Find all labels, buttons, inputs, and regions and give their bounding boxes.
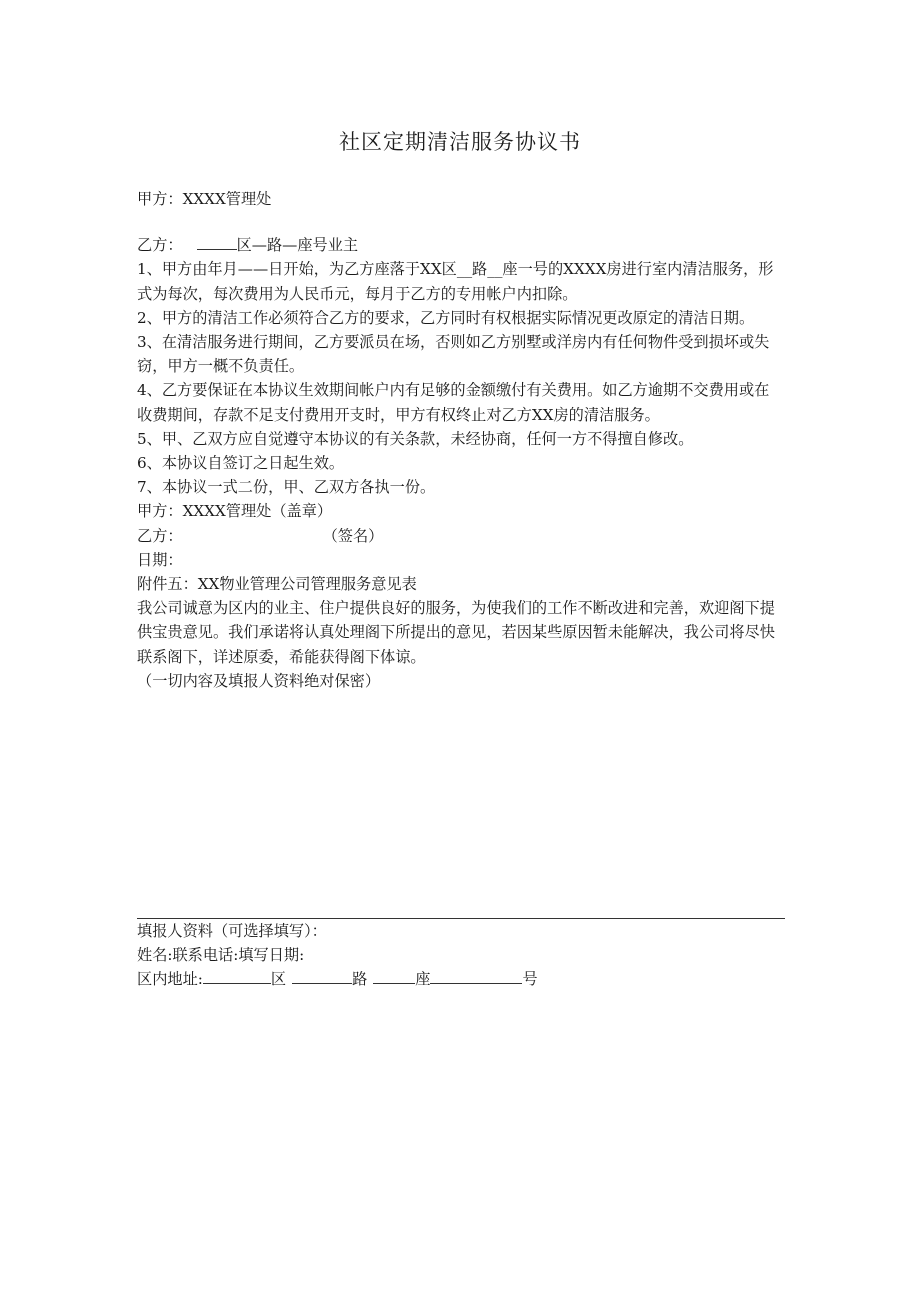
address-district: 区	[270, 970, 287, 988]
party-a-line: 甲方：XXXX管理处	[137, 190, 272, 208]
form-heading: 填报人资料（可选择填写）：	[137, 922, 327, 940]
clause-7: 7、本协议一式二份，甲、乙双方各执一份。	[137, 478, 436, 497]
form-contact-line: 姓名:联系电话:填写日期:	[137, 945, 305, 964]
clause-1: 1、甲方由年月——日开始，为乙方座落于XX区__路__座一号的XXXX房进行室内清洁服务，形式为每次，每次费用为人民币元，每月于乙方的专用帐户内扣除。	[137, 260, 774, 303]
annex-intro: 我公司诚意为区内的业主、住户提供良好的服务，为使我们的工作不断改进和完善，欢迎阁下提供宝贵意见。我们承诺将认真处理阁下所提出的意见，若因某些原因暂未能解决，我公司将尽快联系阁下，详述原委，希能获得阁下体谅。	[137, 599, 775, 666]
document-title: 社区定期清洁服务协议书	[339, 130, 581, 154]
sign-party-b	[137, 524, 777, 548]
sign-party-b-label: 乙方：	[137, 526, 183, 545]
address-road: 路	[352, 970, 368, 988]
address-number: 号	[522, 970, 538, 988]
party-b-blank	[197, 233, 237, 250]
address-block: 座	[415, 970, 431, 988]
annex-note: （一切内容及填报人资料绝对保密）	[137, 671, 380, 690]
agreement-body	[137, 187, 777, 693]
reporter-form	[137, 920, 777, 992]
clause-4: 4、乙方要保证在本协议生效期间帐户内有足够的金额缴付有关费用。如乙方逾期不交费用或在收费期间，存款不足支付费用开支时，甲方有权终止对乙方XX房的清洁服务。	[137, 381, 770, 424]
party-b-line	[137, 233, 777, 257]
address-label: 区内地址:	[137, 970, 203, 988]
clause-3: 3、在清洁服务进行期间，乙方要派员在场，否则如乙方别墅或洋房内有任何物件受到损坏或失窃，甲方一概不负责任。	[137, 333, 770, 376]
party-b-suffix: 区—路—座号业主	[236, 236, 359, 255]
form-address-line	[137, 967, 777, 992]
number-blank[interactable]	[430, 967, 522, 984]
sign-date: 日期：	[137, 550, 183, 569]
clause-6: 6、本协议自签订之日起生效。	[137, 454, 345, 473]
sign-party-a: 甲方：XXXX管理处（盖章）	[137, 502, 333, 521]
clause-5: 5、甲、乙双方应自觉遵守本协议的有关条款，未经协商，任何一方不得擅自修改。	[137, 429, 694, 448]
sign-party-b-signature: （签名）	[322, 526, 384, 545]
party-b-prefix: 乙方：	[137, 236, 183, 255]
divider-line	[137, 918, 785, 919]
district-blank[interactable]	[203, 967, 271, 984]
road-blank[interactable]	[292, 967, 352, 984]
block-blank[interactable]	[373, 967, 415, 984]
clause-2: 2、甲方的清洁工作必须符合乙方的要求，乙方同时有权根据实际情况更改原定的清洁日期。	[137, 308, 755, 327]
annex-heading: 附件五：XX物业管理公司管理服务意见表	[137, 575, 417, 594]
